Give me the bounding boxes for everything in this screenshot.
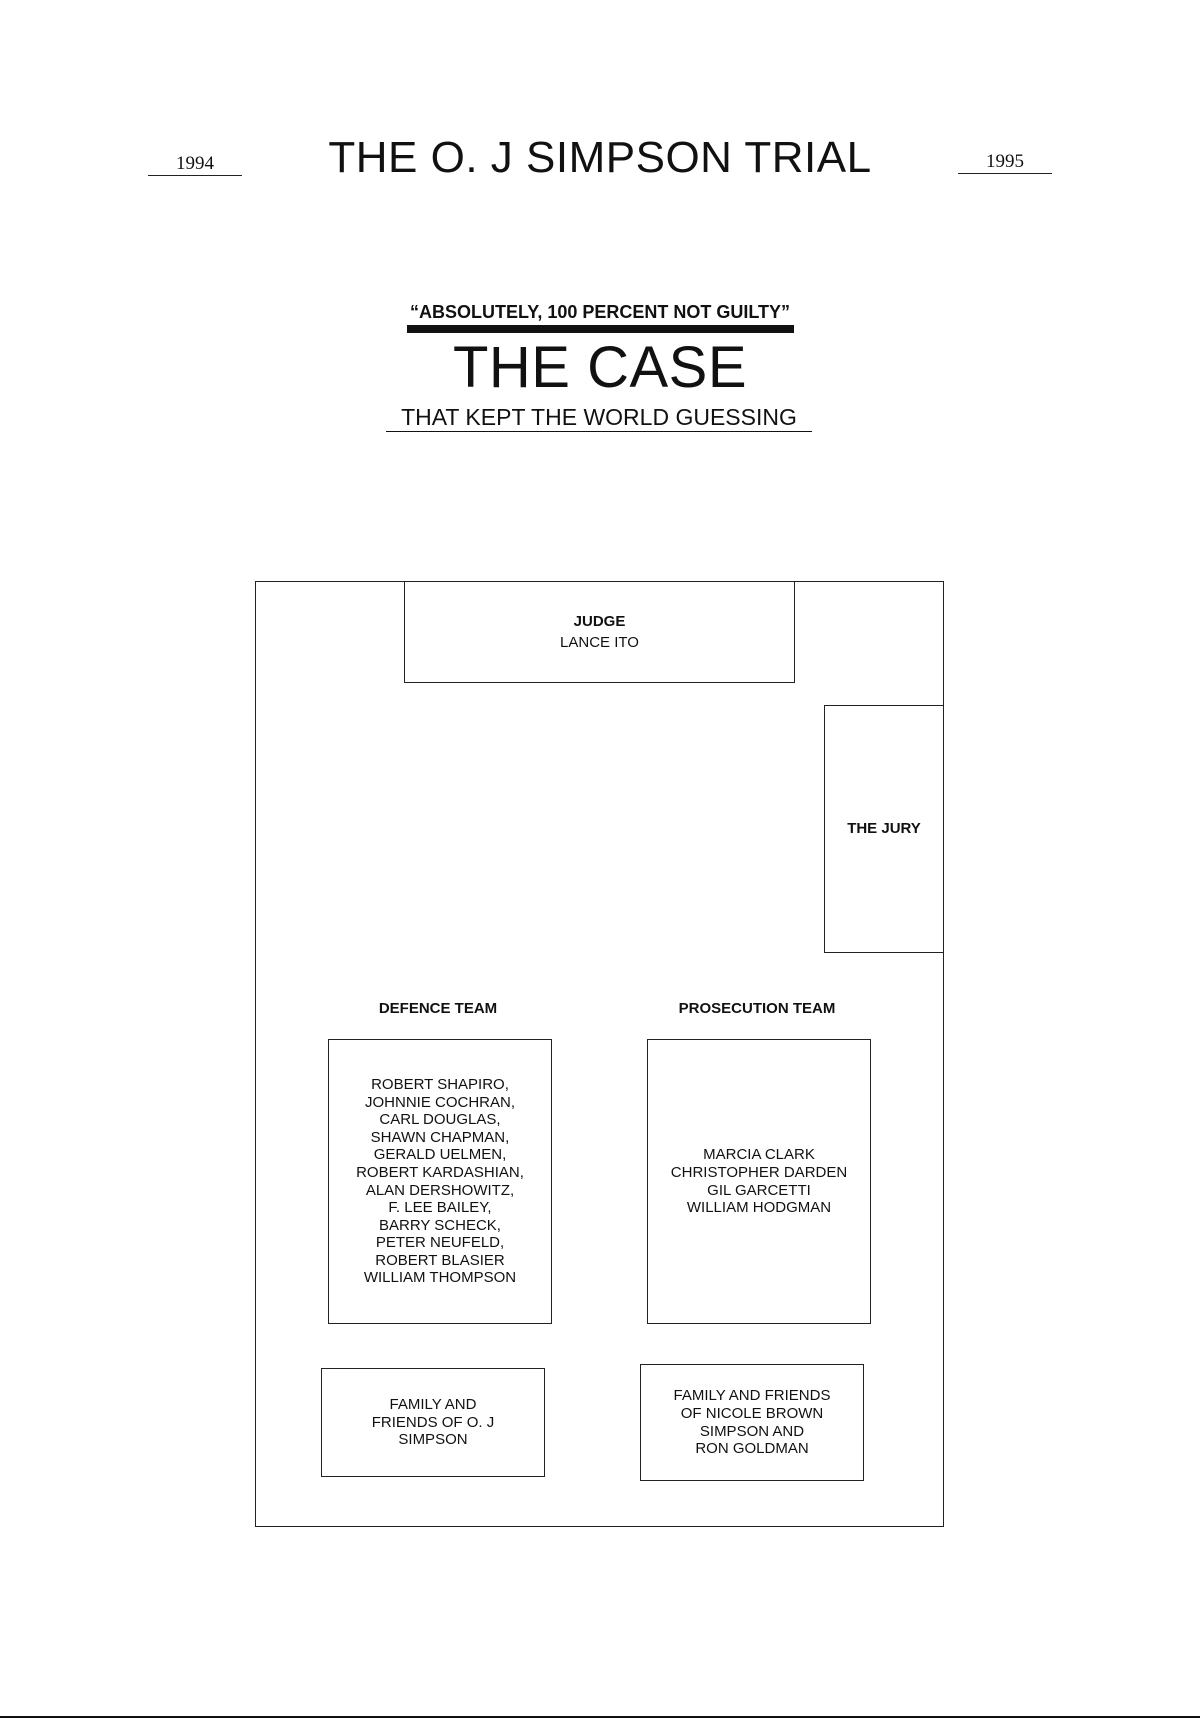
prosecution-member: CHRISTOPHER DARDEN — [670, 1163, 848, 1181]
prosecution-member: GIL GARCETTI — [707, 1181, 811, 1199]
defence-member: GERALD UELMEN, — [373, 1146, 507, 1164]
defence-member: F. LEE BAILEY, — [388, 1199, 492, 1217]
defence-member: PETER NEUFELD, — [375, 1234, 505, 1252]
bottom-rule — [0, 1716, 1200, 1718]
headline-quote: “ABSOLUTELY, 100 PERCENT NOT GUILTY” — [409, 302, 791, 322]
defence-table — [328, 1039, 552, 1324]
defence-member: BARRY SCHECK, — [378, 1216, 501, 1234]
prosecution-member: WILLIAM HODGMAN — [686, 1199, 832, 1217]
jury-box — [824, 705, 944, 953]
victims-family-seating — [640, 1364, 864, 1481]
oj-family-label: FAMILY AND FRIENDS OF O. J SIMPSON — [371, 1396, 495, 1449]
defence-member: ROBERT KARDASHIAN, — [356, 1163, 524, 1181]
defence-member: ALAN DERSHOWITZ, — [365, 1181, 515, 1199]
case-subtitle: THAT KEPT THE WORLD GUESSING — [386, 403, 812, 432]
year-end: 1995 — [958, 152, 1052, 174]
prosecution-member: MARCIA CLARK — [703, 1146, 815, 1164]
oj-family-seating — [321, 1368, 545, 1477]
judge-name: LANCE ITO — [560, 634, 639, 651]
defence-team-heading: DEFENCE TEAM — [378, 1000, 498, 1017]
prosecution-table — [647, 1039, 871, 1324]
judge-bench — [404, 581, 795, 683]
defence-member: WILLIAM THOMPSON — [363, 1269, 517, 1287]
defence-member: ROBERT BLASIER — [375, 1251, 505, 1269]
defence-member: ROBERT SHAPIRO, — [371, 1075, 509, 1093]
prosecution-team-heading: PROSECUTION TEAM — [678, 1000, 836, 1017]
year-start: 1994 — [148, 154, 242, 176]
jury-label: THE JURY — [847, 820, 921, 837]
defence-member: CARL DOUGLAS, — [379, 1111, 501, 1129]
defence-member: JOHNNIE COCHRAN, — [364, 1093, 515, 1111]
page-title: THE O. J SIMPSON TRIAL — [328, 133, 872, 182]
case-title: THE CASE — [452, 335, 748, 400]
judge-label: JUDGE — [573, 613, 626, 630]
victims-family-label: FAMILY AND FRIENDS OF NICOLE BROWN SIMPSON AND RON GOLDMAN — [673, 1387, 831, 1458]
prosecution-member-list — [671, 1146, 847, 1216]
quote-underline-bar — [407, 325, 794, 333]
defence-member-list — [356, 1076, 524, 1287]
defence-member: SHAWN CHAPMAN, — [370, 1128, 510, 1146]
